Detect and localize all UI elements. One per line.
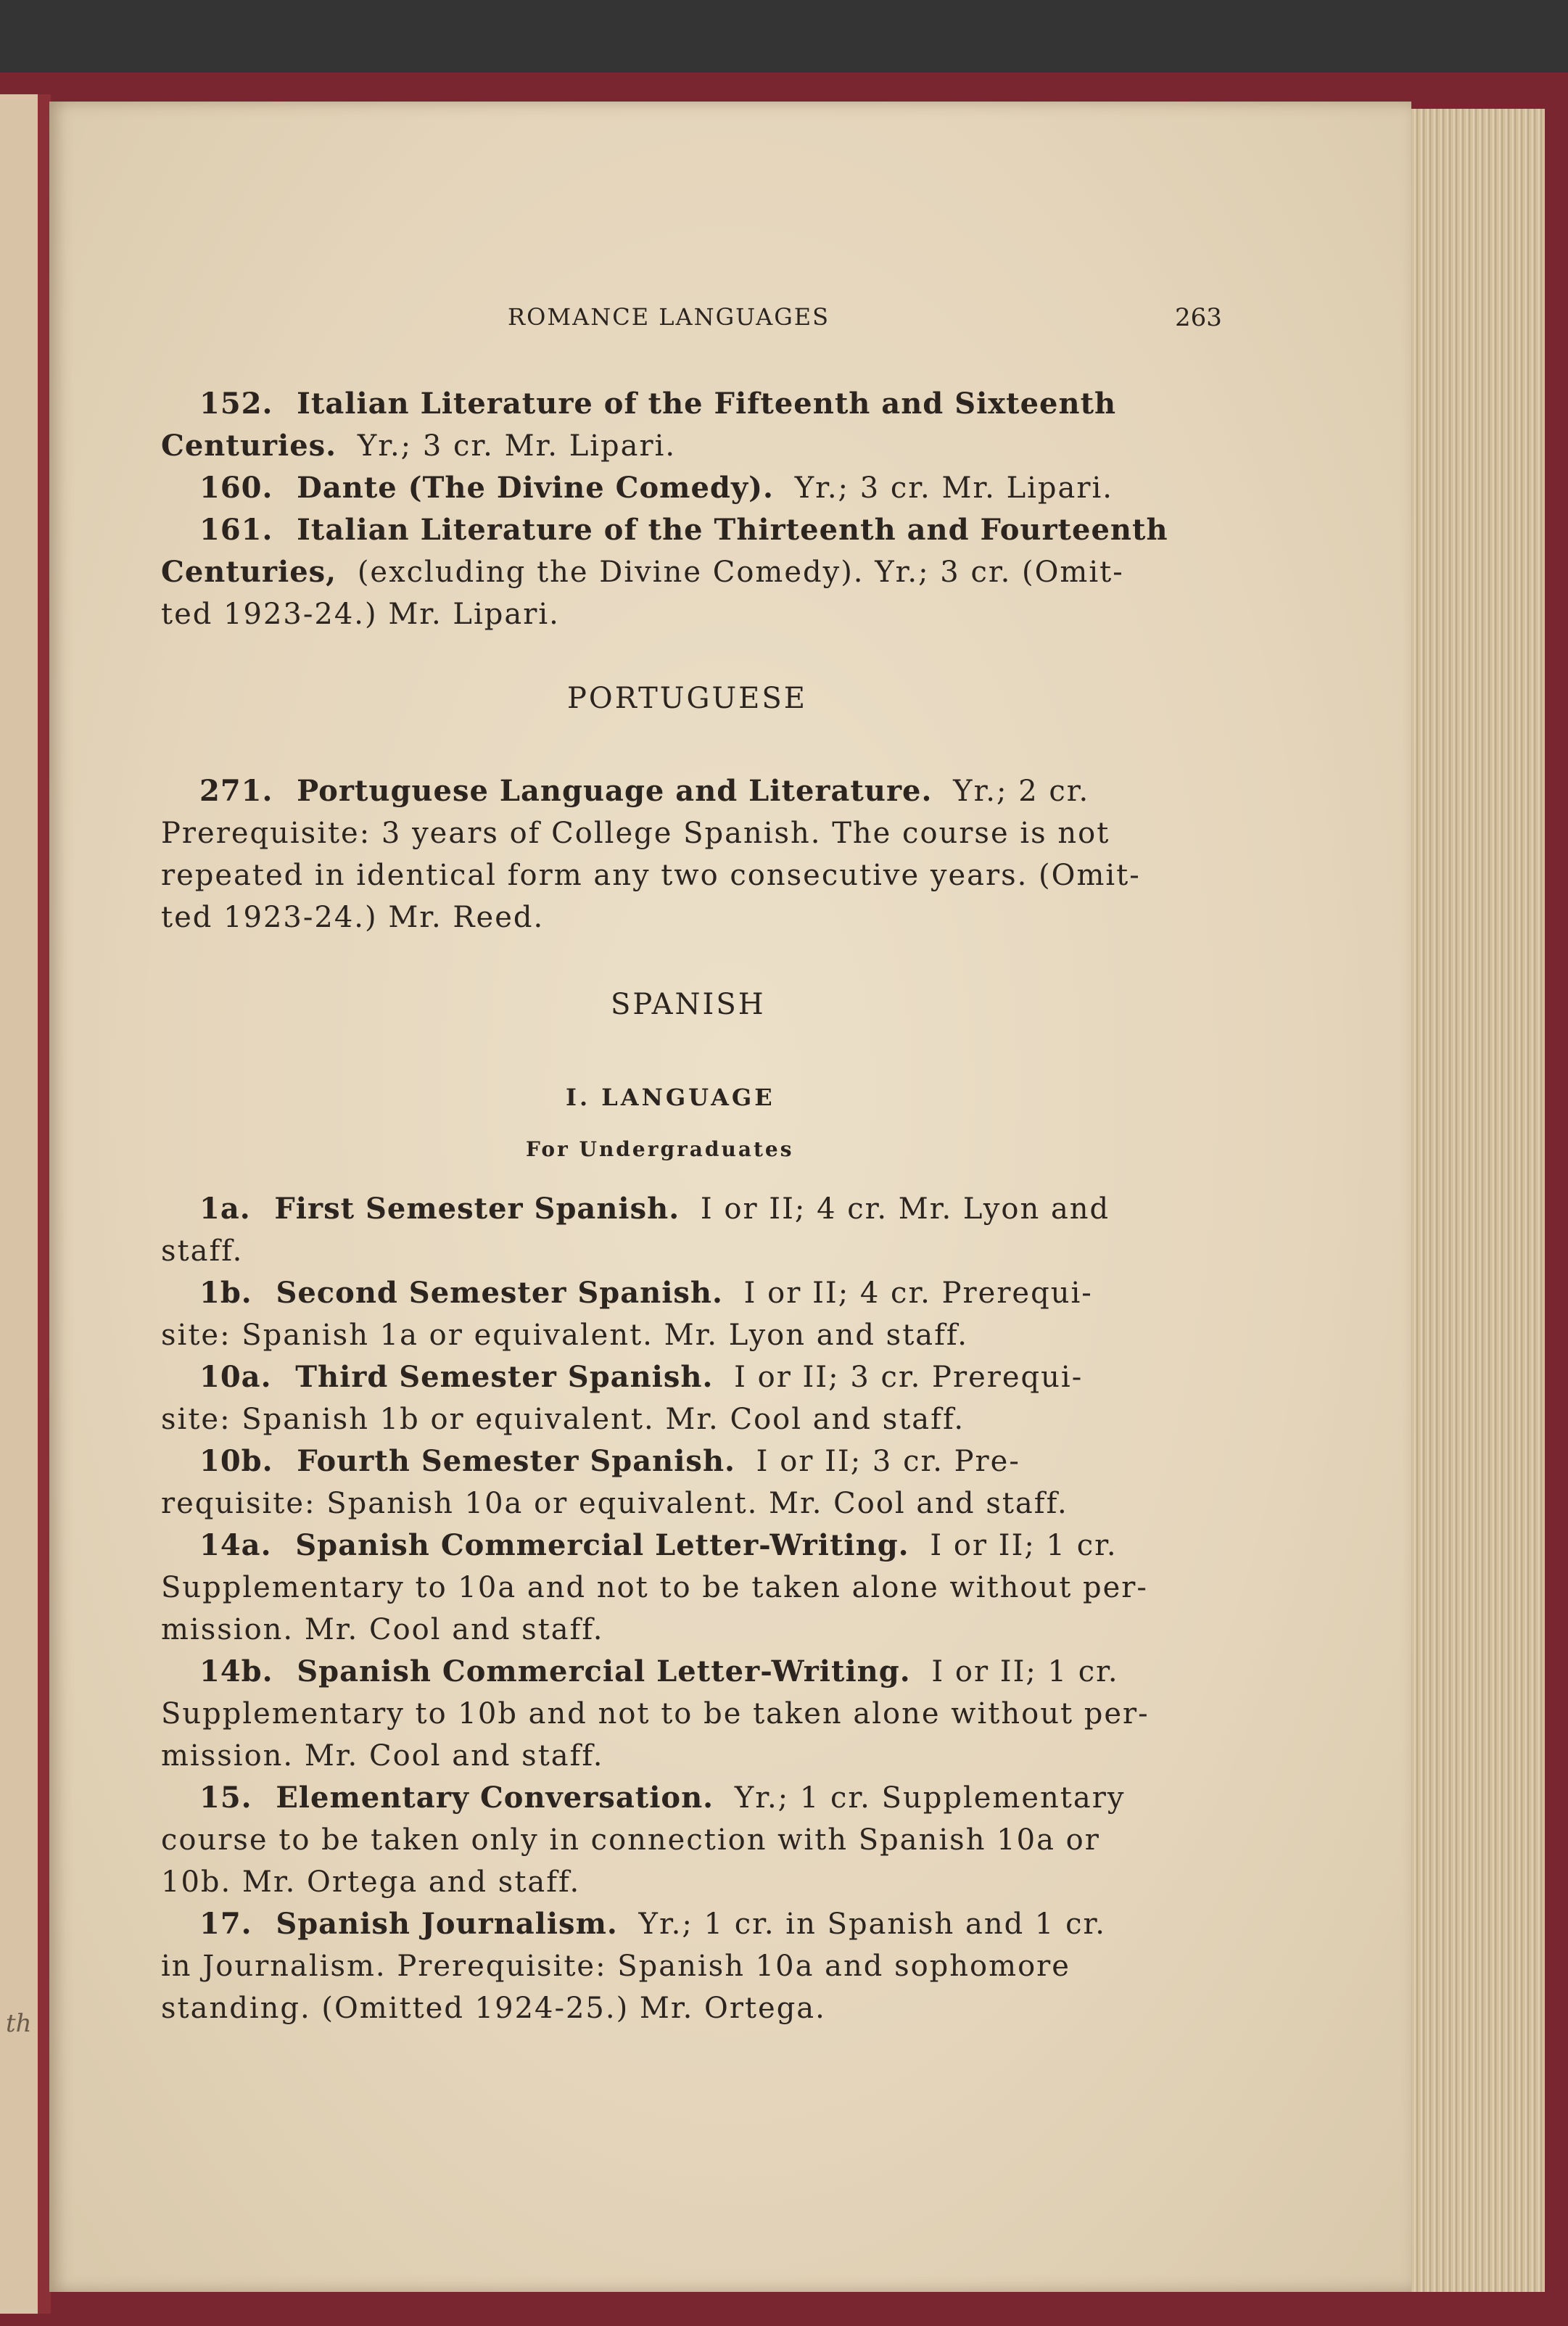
course-details: I or II; 1 cr.	[930, 1529, 1118, 1562]
entry-1a-line-2: staff.	[161, 1234, 244, 1268]
course-number: 17.	[199, 1907, 252, 1941]
entry-271-line-4: ted 1923-24.) Mr. Reed.	[161, 901, 545, 934]
course-details: Yr.; 1 cr. Supplementary	[734, 1781, 1126, 1815]
course-number: 152.	[199, 387, 273, 421]
course-details: I or II; 1 cr.	[931, 1655, 1119, 1688]
course-title: Spanish Journalism.	[276, 1907, 618, 1941]
course-number: 14b.	[199, 1654, 273, 1688]
entry-161-line-2	[161, 551, 1124, 593]
entry-152-line-2	[161, 425, 676, 467]
course-title: Dante (The Divine Comedy).	[297, 471, 774, 505]
course-details: Yr.; 2 cr.	[953, 775, 1090, 808]
entry-14b-line-3: mission. Mr. Cool and staff.	[161, 1739, 604, 1773]
course-title: Portuguese Language and Literature.	[297, 774, 933, 808]
entry-152-line-1	[199, 383, 1116, 425]
course-details: Yr.; 3 cr. Mr. Lipari.	[357, 429, 677, 463]
course-title: Second Semester Spanish.	[276, 1276, 723, 1310]
entry-10b-line-2: requisite: Spanish 10a or equivalent. Mr. Cool and staff.	[161, 1487, 1068, 1520]
course-details: I or II; 3 cr. Prerequi-	[734, 1361, 1084, 1394]
entry-160-line-1	[199, 467, 1113, 509]
section-heading-spanish: SPANISH	[611, 988, 766, 1021]
course-title: Third Semester Spanish.	[295, 1360, 714, 1394]
course-title: Elementary Conversation.	[276, 1781, 714, 1815]
entry-14b-line-1	[199, 1651, 1119, 1693]
course-number: 1b.	[199, 1276, 252, 1310]
page-number: 263	[1175, 303, 1222, 332]
section-heading-portuguese: PORTUGUESE	[567, 682, 807, 715]
course-number: 15.	[199, 1781, 252, 1815]
entry-10a-line-2: site: Spanish 1b or equivalent. Mr. Cool and staff.	[161, 1403, 965, 1436]
course-title: Centuries.	[161, 429, 337, 463]
course-number: 10b.	[199, 1444, 273, 1478]
entry-17-line-3: standing. (Omitted 1924-25.) Mr. Ortega.	[161, 1992, 826, 2025]
course-number: 161.	[199, 513, 273, 547]
entry-14b-line-2: Supplementary to 10b and not to be taken alone without per-	[161, 1697, 1150, 1731]
facing-page-edge	[0, 94, 44, 2314]
course-details: ted 1923-24.) Mr. Lipari.	[161, 598, 560, 631]
course-title: Italian Literature of the Thirteenth and Fourteenth	[297, 513, 1168, 547]
course-details: Yr.; 1 cr. in Spanish and 1 cr.	[638, 1908, 1106, 1941]
entry-17-line-2: in Journalism. Prerequisite: Spanish 10a and sophomore	[161, 1950, 1070, 1983]
entry-14a-line-3: mission. Mr. Cool and staff.	[161, 1613, 604, 1646]
entry-10b-line-1	[199, 1440, 1020, 1482]
entry-271-line-3: repeated in identical form any two consecutive years. (Omit-	[161, 859, 1141, 892]
entry-271-line-1	[199, 770, 1089, 812]
entry-271-line-2: Prerequisite: 3 years of College Spanish. The course is not	[161, 817, 1110, 850]
facing-page-fragment: th	[6, 2009, 32, 2038]
course-title: Spanish Commercial Letter-Writing.	[295, 1528, 909, 1562]
course-title: Spanish Commercial Letter-Writing.	[297, 1654, 911, 1688]
course-details: I or II; 4 cr. Prerequi-	[743, 1277, 1093, 1310]
entry-15-line-2: course to be taken only in connection with Spanish 10a or	[161, 1823, 1100, 1857]
entry-15-line-3: 10b. Mr. Ortega and staff.	[161, 1865, 581, 1899]
entry-1a-line-1	[199, 1188, 1110, 1230]
course-number: 10a.	[199, 1360, 272, 1394]
entry-17-line-1	[199, 1903, 1106, 1945]
course-number: 271.	[199, 774, 273, 808]
entry-161-line-3	[161, 593, 560, 635]
entry-10a-line-1	[199, 1356, 1083, 1398]
entry-1b-line-1	[199, 1272, 1093, 1314]
course-details: I or II; 3 cr. Pre-	[756, 1445, 1020, 1478]
entry-14a-line-1	[199, 1525, 1118, 1567]
course-details: I or II; 4 cr. Mr. Lyon and	[700, 1192, 1110, 1226]
subsection-heading-undergraduates: For Undergraduates	[526, 1137, 794, 1161]
course-title: First Semester Spanish.	[274, 1192, 680, 1226]
course-title: Italian Literature of the Fifteenth and Sixteenth	[297, 387, 1117, 421]
entry-14a-line-2: Supplementary to 10a and not to be taken alone without per-	[161, 1571, 1148, 1604]
subsection-heading-language: I. LANGUAGE	[566, 1084, 775, 1111]
course-details: Yr.; 3 cr. Mr. Lipari.	[794, 471, 1113, 505]
background-top	[0, 0, 1568, 80]
entry-161-line-1	[199, 509, 1168, 551]
course-number: 160.	[199, 471, 273, 505]
running-title: ROMANCE LANGUAGES	[508, 303, 830, 331]
entry-15-line-1	[199, 1777, 1125, 1819]
course-number: 1a.	[199, 1192, 251, 1226]
course-title: Centuries,	[161, 555, 337, 589]
course-title: Fourth Semester Spanish.	[297, 1444, 735, 1478]
course-number: 14a.	[199, 1528, 272, 1562]
page-block-edge	[1400, 109, 1545, 2292]
entry-1b-line-2: site: Spanish 1a or equivalent. Mr. Lyon and staff.	[161, 1319, 969, 1352]
course-details: (excluding the Divine Comedy). Yr.; 3 cr. (Omit-	[357, 556, 1124, 589]
